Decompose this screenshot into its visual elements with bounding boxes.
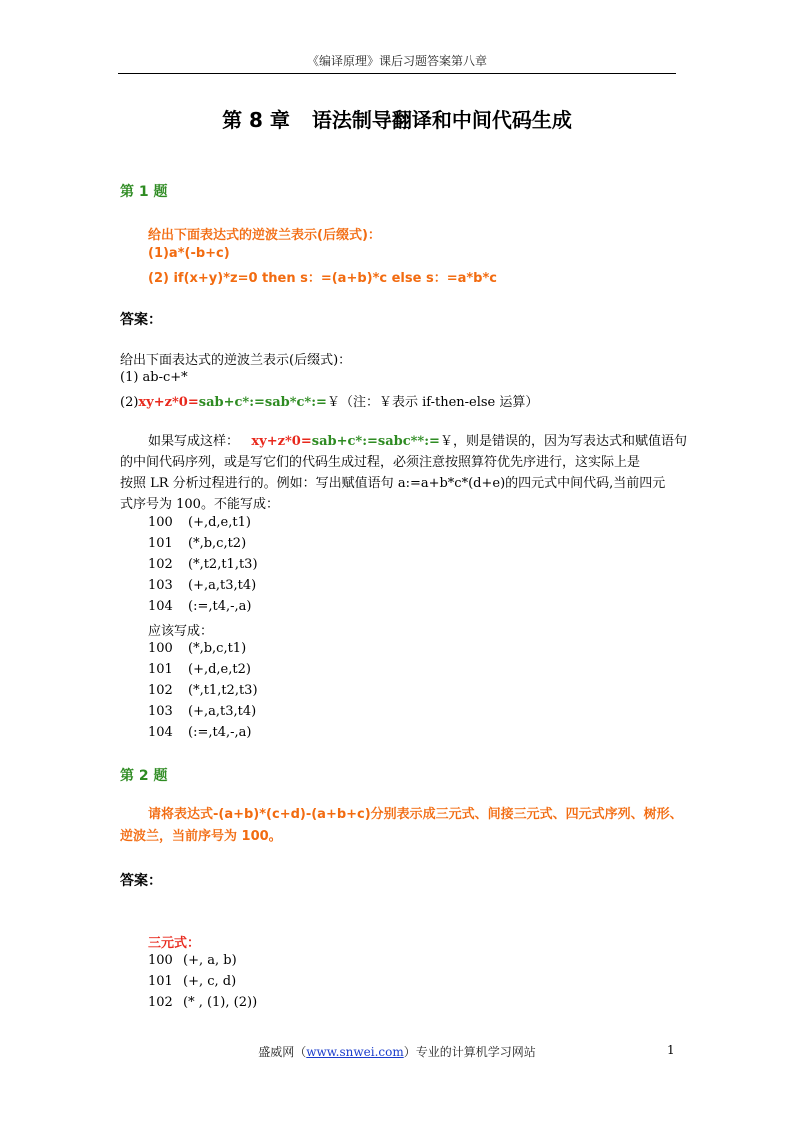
a1-intro: 给出下面表达式的逆波兰表示(后缀式)： <box>120 353 352 368</box>
chapter-number: 第 8 章 <box>222 108 290 132</box>
row-number: 101 <box>148 974 173 989</box>
para-line2: 的中间代码序列，或是写它们的代码生成过程，必须注意按照算符优先序进行，这实际上是 <box>120 455 641 470</box>
row-code: (*,b,c,t2) <box>188 536 247 551</box>
row-code: (+,a,t3,t4) <box>188 578 257 593</box>
row-code: (* , (1), (2)) <box>183 995 258 1010</box>
header-rule <box>118 73 676 74</box>
row-number: 100 <box>148 641 173 656</box>
q1-item2: (2) if(x+y)*z=0 then s：=(a+b)*c else s：=a*b*c <box>148 271 497 286</box>
triple-row <box>148 995 257 1010</box>
row-code: (+,a,t3,t4) <box>188 704 257 719</box>
row-code: (+, a, b) <box>183 953 237 968</box>
page-number: 1 <box>667 1043 675 1057</box>
row-number: 100 <box>148 515 173 530</box>
a1-line1: (1) ab-c+* <box>120 370 188 385</box>
q2-line1: 请将表达式-(a+b)*(c+d)-(a+b+c)分别表示成三元式、间接三元式、四元式序列、树形、 <box>148 807 683 822</box>
row-code: (*,t1,t2,t3) <box>188 683 258 698</box>
right-row <box>148 641 246 656</box>
footer-suffix: ）专业的计算机学习网站 <box>403 1045 536 1059</box>
wrong-row <box>148 515 251 530</box>
row-number: 102 <box>148 683 173 698</box>
wrong-row <box>148 599 251 614</box>
a1-line2-green2: sab*c*:= <box>264 395 327 410</box>
row-code: (:=,t4,-,a) <box>188 599 252 614</box>
row-number: 101 <box>148 536 173 551</box>
answer-label-1: 答案： <box>120 312 162 328</box>
row-number: 100 <box>148 953 173 968</box>
row-number: 101 <box>148 662 173 677</box>
row-code: (*,t2,t1,t3) <box>188 557 258 572</box>
page-footer <box>0 1043 794 1060</box>
row-code: (+,d,e,t1) <box>188 515 251 530</box>
right-row <box>148 704 256 719</box>
should-label: 应该写成： <box>148 624 214 639</box>
para-green1: sab+c*:= <box>311 434 378 449</box>
q1-item1: (1)a*(-b+c) <box>148 246 230 261</box>
para-green2: sabc**:= <box>377 434 440 449</box>
right-row <box>148 662 251 677</box>
row-code: (:=,t4,-,a) <box>188 725 252 740</box>
chapter-name: 语法制导翻译和中间代码生成 <box>311 108 572 132</box>
q2-prompt <box>120 804 683 848</box>
para-line3: 按照 LR 分析过程进行的。例如：写出赋值语句 a:=a+b*c*(d+e)的四元式中间代码,当前四元 <box>120 476 666 491</box>
wrong-row <box>148 578 256 593</box>
a1-paragraph <box>120 431 687 515</box>
para-rest1: ￥，则是错误的，因为写表达式和赋值语句 <box>439 434 687 449</box>
row-number: 104 <box>148 599 173 614</box>
para-red: xy+z*0= <box>251 434 312 449</box>
row-number: 103 <box>148 578 173 593</box>
row-number: 104 <box>148 725 173 740</box>
wrong-row <box>148 536 246 551</box>
wrong-row <box>148 557 258 572</box>
row-code: (+, c, d) <box>183 974 237 989</box>
a1-line2-green1: sab+c*:= <box>198 395 265 410</box>
q1-prompt: 给出下面表达式的逆波兰表示(后缀式)： <box>148 228 381 243</box>
triple-label: 三元式： <box>148 936 201 951</box>
row-number: 102 <box>148 557 173 572</box>
row-number: 103 <box>148 704 173 719</box>
a1-line2-tail: ￥（注：￥表示 if-then-else 运算） <box>326 395 539 410</box>
right-row <box>148 683 258 698</box>
footer-link[interactable]: www.snwei.com <box>306 1045 404 1059</box>
chapter-title <box>0 104 794 133</box>
q2-label: 第 2 题 <box>120 768 168 784</box>
right-row <box>148 725 251 740</box>
triple-row <box>148 974 236 989</box>
row-number: 102 <box>148 995 173 1010</box>
a1-line2 <box>120 391 538 410</box>
answer-label-2: 答案： <box>120 873 162 889</box>
para-start: 如果写成这样： <box>148 434 240 449</box>
q2-line2: 逆波兰，当前序号为 100。 <box>120 829 282 844</box>
row-code: (*,b,c,t1) <box>188 641 247 656</box>
q1-label: 第 1 题 <box>120 184 168 200</box>
row-code: (+,d,e,t2) <box>188 662 251 677</box>
a1-line2-red: xy+z*0= <box>138 395 199 410</box>
page-header: 《编译原理》课后习题答案第八章 <box>306 54 487 68</box>
a1-line2-prefix: (2) <box>120 395 139 410</box>
para-line4: 式序号为 100。不能写成： <box>120 497 279 512</box>
triple-row <box>148 953 237 968</box>
footer-prefix: 盛威网（ <box>258 1045 307 1059</box>
